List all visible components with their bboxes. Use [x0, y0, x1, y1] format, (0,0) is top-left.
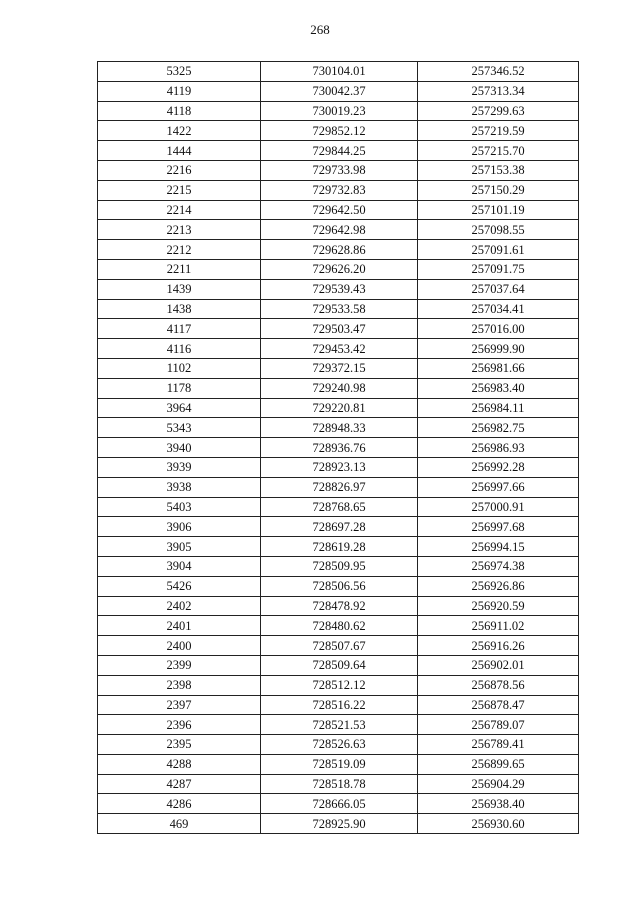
table-row — [98, 398, 579, 418]
point-id-cell: 5426 — [98, 576, 261, 596]
x-coordinate-cell: 728526.63 — [261, 735, 418, 755]
x-coordinate-cell: 728509.95 — [261, 556, 418, 576]
point-id-cell: 2212 — [98, 240, 261, 260]
x-coordinate-cell: 729852.12 — [261, 121, 418, 141]
y-coordinate-cell: 256938.40 — [418, 794, 579, 814]
point-id-cell: 2213 — [98, 220, 261, 240]
y-coordinate-cell: 257215.70 — [418, 141, 579, 161]
point-id-cell: 3940 — [98, 438, 261, 458]
y-coordinate-cell: 256986.93 — [418, 438, 579, 458]
y-coordinate-cell: 256930.60 — [418, 814, 579, 834]
table-row — [98, 735, 579, 755]
table-row — [98, 141, 579, 161]
point-id-cell: 2395 — [98, 735, 261, 755]
table-row — [98, 675, 579, 695]
point-id-cell: 2214 — [98, 200, 261, 220]
table-row — [98, 695, 579, 715]
y-coordinate-cell: 256994.15 — [418, 537, 579, 557]
y-coordinate-cell: 257000.91 — [418, 497, 579, 517]
x-coordinate-cell: 730104.01 — [261, 62, 418, 82]
y-coordinate-cell: 256992.28 — [418, 457, 579, 477]
point-id-cell: 1102 — [98, 358, 261, 378]
point-id-cell: 2399 — [98, 655, 261, 675]
table-row — [98, 616, 579, 636]
point-id-cell: 2400 — [98, 636, 261, 656]
y-coordinate-cell: 257101.19 — [418, 200, 579, 220]
table-row — [98, 180, 579, 200]
y-coordinate-cell: 257091.61 — [418, 240, 579, 260]
table-row — [98, 121, 579, 141]
x-coordinate-cell: 728826.97 — [261, 477, 418, 497]
table-row — [98, 438, 579, 458]
y-coordinate-cell: 256916.26 — [418, 636, 579, 656]
table-row — [98, 418, 579, 438]
point-id-cell: 1178 — [98, 378, 261, 398]
table-row — [98, 339, 579, 359]
point-id-cell: 4286 — [98, 794, 261, 814]
point-id-cell: 4118 — [98, 101, 261, 121]
x-coordinate-cell: 729844.25 — [261, 141, 418, 161]
x-coordinate-cell: 728507.67 — [261, 636, 418, 656]
y-coordinate-cell: 256926.86 — [418, 576, 579, 596]
table-row — [98, 81, 579, 101]
table-row — [98, 794, 579, 814]
x-coordinate-cell: 730019.23 — [261, 101, 418, 121]
y-coordinate-cell: 256984.11 — [418, 398, 579, 418]
table-row — [98, 636, 579, 656]
table-row — [98, 279, 579, 299]
x-coordinate-cell: 728519.09 — [261, 754, 418, 774]
x-coordinate-cell: 730042.37 — [261, 81, 418, 101]
y-coordinate-cell: 256899.65 — [418, 754, 579, 774]
x-coordinate-cell: 728948.33 — [261, 418, 418, 438]
x-coordinate-cell: 728512.12 — [261, 675, 418, 695]
point-id-cell: 4287 — [98, 774, 261, 794]
point-id-cell: 2216 — [98, 160, 261, 180]
table-row — [98, 457, 579, 477]
x-coordinate-cell: 729732.83 — [261, 180, 418, 200]
point-id-cell: 5325 — [98, 62, 261, 82]
y-coordinate-cell: 256878.56 — [418, 675, 579, 695]
x-coordinate-cell: 728768.65 — [261, 497, 418, 517]
x-coordinate-cell: 728478.92 — [261, 596, 418, 616]
x-coordinate-cell: 729220.81 — [261, 398, 418, 418]
y-coordinate-cell: 256902.01 — [418, 655, 579, 675]
y-coordinate-cell: 256997.66 — [418, 477, 579, 497]
table-row — [98, 259, 579, 279]
point-id-cell: 2211 — [98, 259, 261, 279]
x-coordinate-cell: 729503.47 — [261, 319, 418, 339]
y-coordinate-cell: 257098.55 — [418, 220, 579, 240]
x-coordinate-cell: 729626.20 — [261, 259, 418, 279]
x-coordinate-cell: 728619.28 — [261, 537, 418, 557]
table-row — [98, 160, 579, 180]
x-coordinate-cell: 729628.86 — [261, 240, 418, 260]
y-coordinate-cell: 257016.00 — [418, 319, 579, 339]
point-id-cell: 4288 — [98, 754, 261, 774]
x-coordinate-cell: 728923.13 — [261, 457, 418, 477]
table-row — [98, 220, 579, 240]
table-row — [98, 596, 579, 616]
y-coordinate-cell: 257037.64 — [418, 279, 579, 299]
y-coordinate-cell: 257150.29 — [418, 180, 579, 200]
y-coordinate-cell: 256974.38 — [418, 556, 579, 576]
x-coordinate-cell: 729642.50 — [261, 200, 418, 220]
point-id-cell: 1422 — [98, 121, 261, 141]
point-id-cell: 3904 — [98, 556, 261, 576]
y-coordinate-cell: 256920.59 — [418, 596, 579, 616]
point-id-cell: 3938 — [98, 477, 261, 497]
page-number: 268 — [310, 22, 330, 37]
x-coordinate-cell: 729539.43 — [261, 279, 418, 299]
y-coordinate-cell: 256999.90 — [418, 339, 579, 359]
table-row — [98, 814, 579, 834]
y-coordinate-cell: 256878.47 — [418, 695, 579, 715]
x-coordinate-cell: 728521.53 — [261, 715, 418, 735]
table-row — [98, 240, 579, 260]
x-coordinate-cell: 728925.90 — [261, 814, 418, 834]
y-coordinate-cell: 256911.02 — [418, 616, 579, 636]
table-row — [98, 715, 579, 735]
x-coordinate-cell: 728480.62 — [261, 616, 418, 636]
point-id-cell: 3905 — [98, 537, 261, 557]
coordinates-table — [97, 61, 579, 834]
table-row — [98, 497, 579, 517]
table-row — [98, 774, 579, 794]
y-coordinate-cell: 256789.41 — [418, 735, 579, 755]
point-id-cell: 2396 — [98, 715, 261, 735]
point-id-cell: 2401 — [98, 616, 261, 636]
y-coordinate-cell: 256982.75 — [418, 418, 579, 438]
x-coordinate-cell: 729733.98 — [261, 160, 418, 180]
point-id-cell: 5403 — [98, 497, 261, 517]
table-row — [98, 517, 579, 537]
table-row — [98, 477, 579, 497]
x-coordinate-cell: 728516.22 — [261, 695, 418, 715]
point-id-cell: 3906 — [98, 517, 261, 537]
point-id-cell: 3939 — [98, 457, 261, 477]
table-row — [98, 62, 579, 82]
x-coordinate-cell: 728936.76 — [261, 438, 418, 458]
x-coordinate-cell: 728518.78 — [261, 774, 418, 794]
x-coordinate-cell: 729642.98 — [261, 220, 418, 240]
table-row — [98, 319, 579, 339]
x-coordinate-cell: 729453.42 — [261, 339, 418, 359]
y-coordinate-cell: 257091.75 — [418, 259, 579, 279]
y-coordinate-cell: 256983.40 — [418, 378, 579, 398]
point-id-cell: 4119 — [98, 81, 261, 101]
y-coordinate-cell: 257219.59 — [418, 121, 579, 141]
x-coordinate-cell: 728509.64 — [261, 655, 418, 675]
y-coordinate-cell: 257153.38 — [418, 160, 579, 180]
table-row — [98, 358, 579, 378]
table-row — [98, 537, 579, 557]
x-coordinate-cell: 729372.15 — [261, 358, 418, 378]
point-id-cell: 4117 — [98, 319, 261, 339]
point-id-cell: 2398 — [98, 675, 261, 695]
y-coordinate-cell: 256997.68 — [418, 517, 579, 537]
point-id-cell: 1439 — [98, 279, 261, 299]
point-id-cell: 1444 — [98, 141, 261, 161]
x-coordinate-cell: 728666.05 — [261, 794, 418, 814]
y-coordinate-cell: 256904.29 — [418, 774, 579, 794]
point-id-cell: 4116 — [98, 339, 261, 359]
y-coordinate-cell: 257313.34 — [418, 81, 579, 101]
y-coordinate-cell: 257034.41 — [418, 299, 579, 319]
point-id-cell: 5343 — [98, 418, 261, 438]
x-coordinate-cell: 729533.58 — [261, 299, 418, 319]
point-id-cell: 2397 — [98, 695, 261, 715]
table-row — [98, 378, 579, 398]
point-id-cell: 469 — [98, 814, 261, 834]
point-id-cell: 1438 — [98, 299, 261, 319]
point-id-cell: 2402 — [98, 596, 261, 616]
point-id-cell: 3964 — [98, 398, 261, 418]
table-row — [98, 200, 579, 220]
table-row — [98, 655, 579, 675]
x-coordinate-cell: 728506.56 — [261, 576, 418, 596]
y-coordinate-cell: 257299.63 — [418, 101, 579, 121]
table-row — [98, 299, 579, 319]
y-coordinate-cell: 256981.66 — [418, 358, 579, 378]
table-row — [98, 754, 579, 774]
y-coordinate-cell: 256789.07 — [418, 715, 579, 735]
table-row — [98, 556, 579, 576]
x-coordinate-cell: 728697.28 — [261, 517, 418, 537]
table-row — [98, 576, 579, 596]
x-coordinate-cell: 729240.98 — [261, 378, 418, 398]
point-id-cell: 2215 — [98, 180, 261, 200]
y-coordinate-cell: 257346.52 — [418, 62, 579, 82]
table-row — [98, 101, 579, 121]
coordinates-table-body — [98, 62, 579, 834]
